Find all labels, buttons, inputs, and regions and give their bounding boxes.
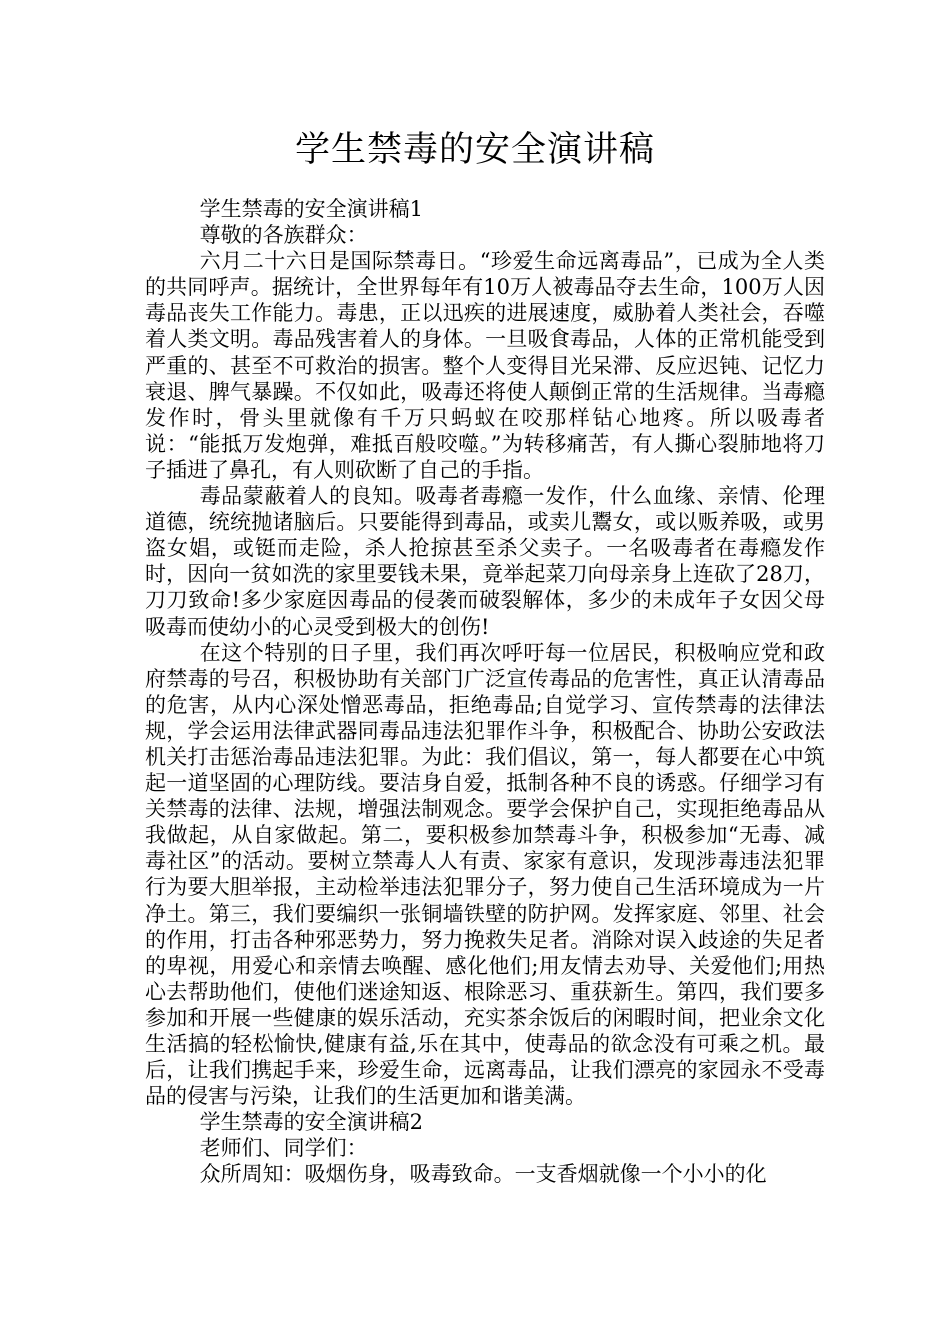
body-paragraph: 在这个特别的日子里，我们再次呼吁每一位居民，积极响应党和政府禁毒的号召，积极协助有关部门广泛宣传毒品的危害性，真正认清毒品的危害，从内心深处憎恶毒品，拒绝毒品;自觉学习、宣传禁毒的法律法规，学会运用法律武器同毒品违法犯罪作斗争，积极配合、协助公安政法机关打击惩治毒品违法犯罪。为此：我们倡议，第一，每人都要在心中筑起一道坚固的心理防线。要洁身自爱，抵制各种不良的诱惑。仔细学习有关禁毒的法律、法规，增强法制观念。要学会保护自己，实现拒绝毒品从我做起，从自家做起。第二，要积极参加禁毒斗争，积极参加“无毒、减毒社区”的活动。要树立禁毒人人有责、家家有意识，发现涉毒违法犯罪行为要大胆举报，主动检举违法犯罪分子，努力使自己生活环境成为一片净土。第三，我们要编织一张铜墙铁壁的防护网。发挥家庭、邻里、社会的作用，打击各种邪恶势力，努力挽救失足者。消除对误入歧途的失足者的卑视，用爱心和亲情去唤醒、感化他们;用友情去劝导、关爱他们;用热心去帮助他们，使他们迷途知返、根除恶习、重获新生。第四，我们要多参加和开展一些健康的娱乐活动，充实茶余饭后的闲暇时间，把业余文化生活搞的轻松愉快,健康有益,乐在其中，使毒品的欲念没有可乘之机。最后，让我们携起手来，珍爱生命，远离毒品，让我们漂亮的家园永不受毒品的侵害与污染，让我们的生活更加和谐美满。	[145, 640, 825, 1109]
body-paragraph: 六月二十六日是国际禁毒日。“珍爱生命远离毒品”，已成为全人类的共同呼声。据统计，全世界每年有10万人被毒品夺去生命，100万人因毒品丧失工作能力。毒患，正以迅疾的进展速度，威胁着人类社会，吞噬着人类文明。毒品残害着人的身体。一旦吸食毒品，人体的正常机能受到严重的、甚至不可救治的损害。整个人变得目光呆滞、反应迟钝、记忆力衰退、脾气暴躁。不仅如此，吸毒还将使人颠倒正常的生活规律。当毒瘾发作时，骨头里就像有千万只蚂蚁在咬那样钻心地疼。所以吸毒者说：“能抵万发炮弹，难抵百般咬噬。”为转移痛苦，有人撕心裂肺地将刀子插进了鼻孔，有人则砍断了自己的手指。	[145, 249, 825, 482]
body-paragraph: 众所周知：吸烟伤身，吸毒致命。一支香烟就像一个小小的化	[199, 1162, 767, 1187]
salutation-1: 尊敬的各族群众：	[199, 223, 368, 248]
section-heading-1: 学生禁毒的安全演讲稿1	[199, 197, 423, 221]
salutation-2: 老师们、同学们：	[199, 1136, 368, 1161]
section-heading-2: 学生禁毒的安全演讲稿2	[199, 1110, 423, 1135]
body-paragraph: 毒品蒙蔽着人的良知。吸毒者毒瘾一发作，什么血缘、亲情、伦理道德，统统抛诸脑后。只要能得到毒品，或卖儿鬻女，或以贩养吸，或男盗女娼，或铤而走险，杀人抢掠甚至杀父卖子。一名吸毒者在毒瘾发作时，因向一贫如洗的家里要钱未果，竟举起菜刀向母亲身上连砍了28刀，刀刀致命!多少家庭因毒品的侵袭而破裂解体，多少的未成年子女因父母吸毒而使幼小的心灵受到极大的创伤!	[145, 484, 825, 639]
document-body	[145, 196, 825, 1188]
document-title: 学生禁毒的安全演讲稿	[294, 130, 655, 170]
